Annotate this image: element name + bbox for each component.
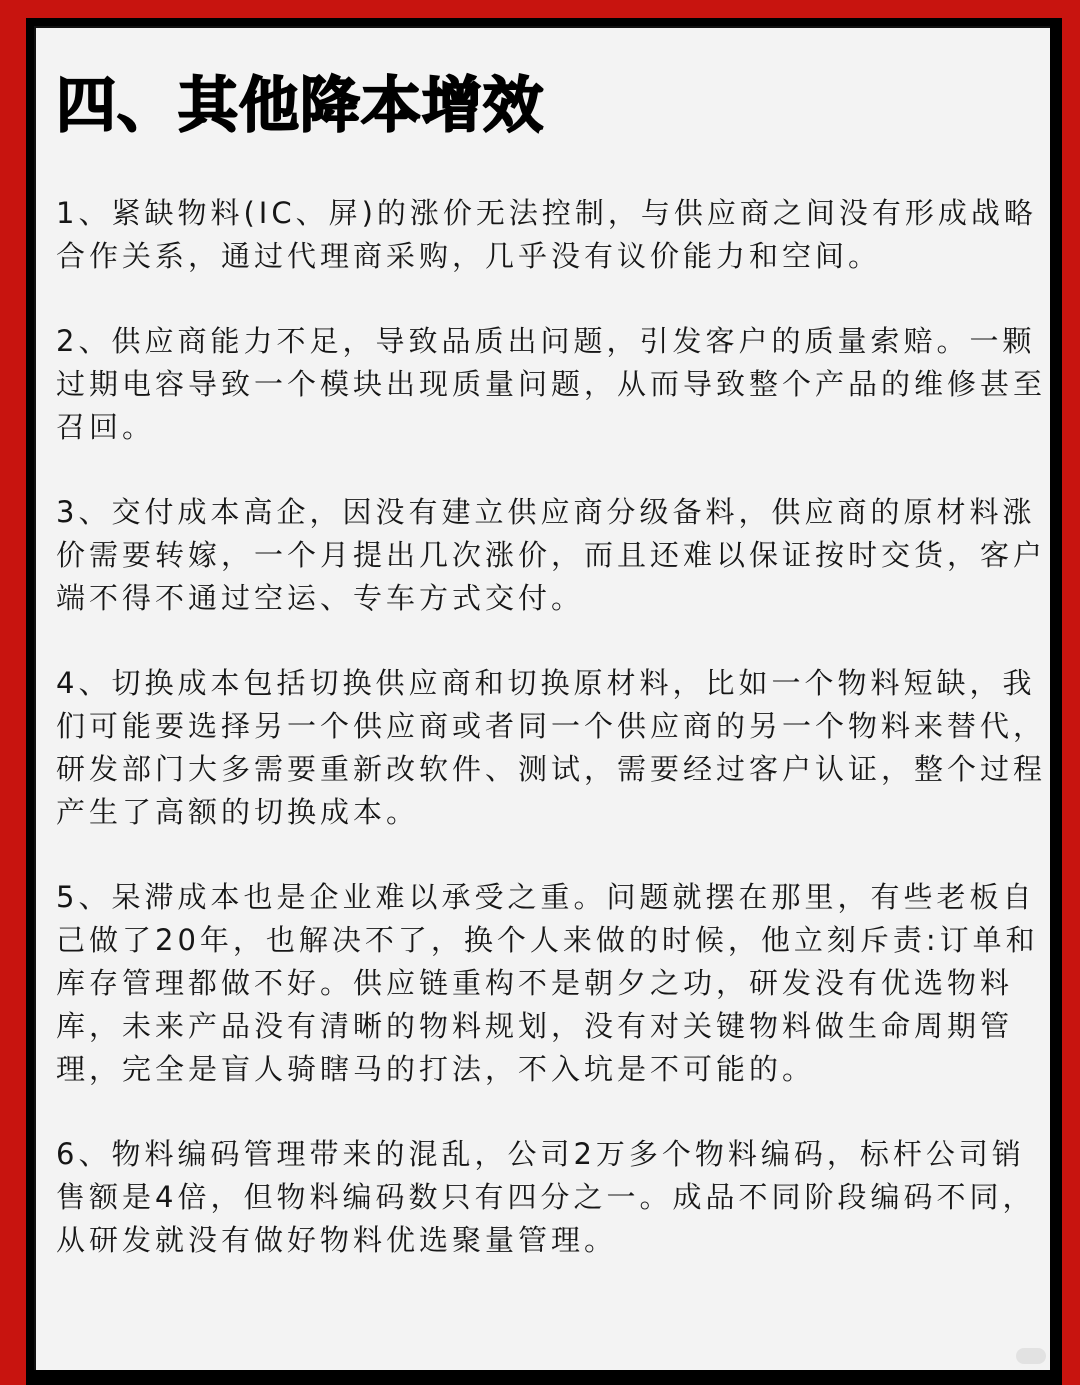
page-title: 四、其他降本增效 [56,71,544,141]
red-frame-right [1062,0,1080,1385]
list-item-2: 2、供应商能力不足，导致品质出问题，引发客户的质量索赔。一颗过期电容导致一个模块出现质量问题，从而导致整个产品的维修甚至召回。 [56,324,1047,444]
list-item-5: 5、呆滞成本也是企业难以承受之重。问题就摆在那里，有些老板自己做了20年，也解决不了，换个人来做的时候，他立刻斥责:订单和库存管理都做不好。供应链重构不是朝夕之功，研发没有优选物料库，未来产品没有清晰的物料规划，没有对关键物料做生命周期管理，完全是盲人骑瞎马的打法，不入坑是不可能的。 [56,880,1039,1086]
item-list [56,192,1046,1304]
watermark-badge [1016,1348,1046,1364]
list-item-1: 1、紧缺物料(IC、屏)的涨价无法控制，与供应商之间没有形成战略合作关系，通过代理商采购，几乎没有议价能力和空间。 [56,196,1037,273]
list-item-3: 3、交付成本高企，因没有建立供应商分级备料，供应商的原材料涨价需要转嫁，一个月提出几次涨价，而且还难以保证按时交货，客户端不得不通过空运、专车方式交付。 [56,495,1047,615]
red-frame-top [0,0,1080,18]
list-item-4: 4、切换成本包括切换供应商和切换原材料，比如一个物料短缺，我们可能要选择另一个供应商或者同一个供应商的另一个物料来替代，研发部门大多需要重新改软件、测试，需要经过客户认证，整个过程产生了高额的切换成本。 [56,666,1047,829]
content-card [34,26,1050,1370]
red-frame-left [0,0,26,1385]
list-item-6: 6、物料编码管理带来的混乱，公司2万多个物料编码，标杆公司销售额是4倍，但物料编码数只有四分之一。成品不同阶段编码不同，从研发就没有做好物料优选聚量管理。 [56,1137,1036,1257]
